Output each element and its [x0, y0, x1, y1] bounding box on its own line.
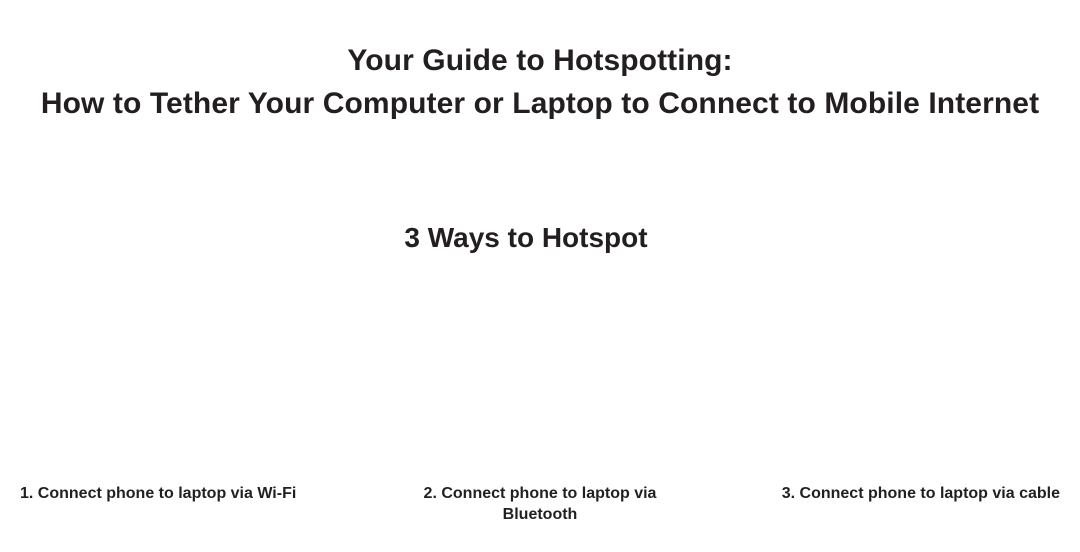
title-line-secondary: How to Tether Your Computer or Laptop to Connect to Mobile Internet: [40, 86, 1040, 120]
title-line-primary: Your Guide to Hotspotting:: [347, 44, 733, 77]
page-title: [0, 44, 1080, 122]
methods-row: [0, 484, 1080, 526]
method-item-bluetooth: 2. Connect phone to laptop via Bluetooth: [423, 485, 657, 523]
section-heading: [0, 222, 1080, 254]
method-item-cable: 3. Connect phone to laptop via cable: [781, 485, 1060, 502]
method-item-wifi: 1. Connect phone to laptop via Wi-Fi: [20, 485, 297, 502]
section-heading-label: 3 Ways to Hotspot: [404, 222, 648, 253]
